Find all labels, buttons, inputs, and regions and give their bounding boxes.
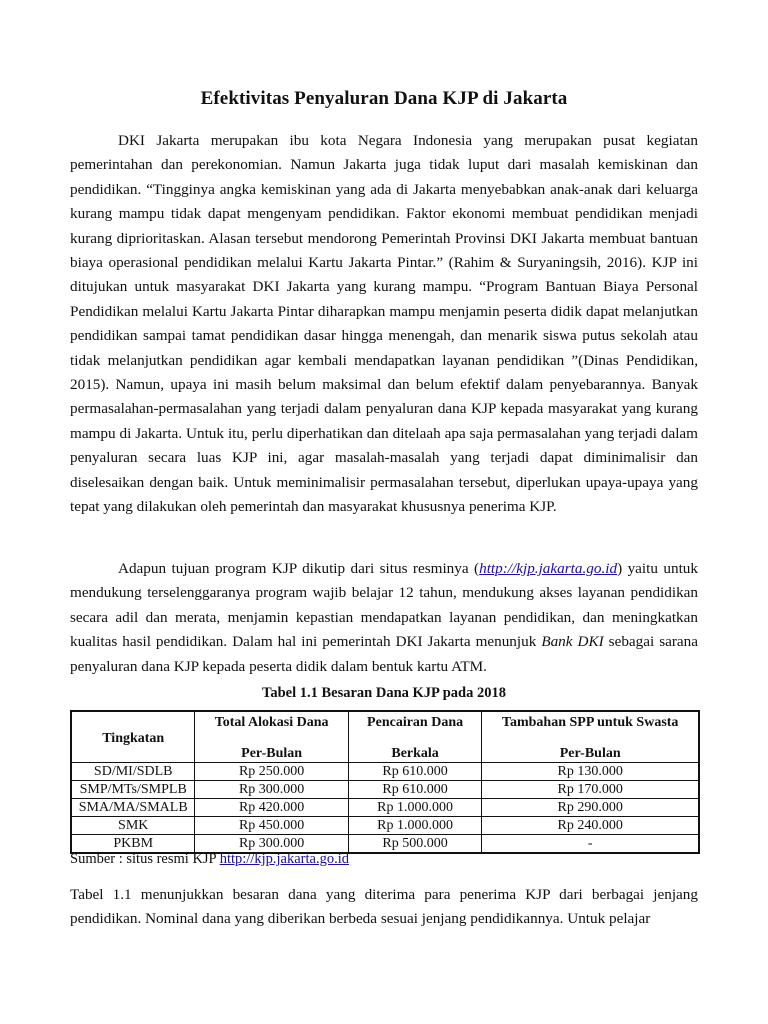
- kjp-website-link[interactable]: http://kjp.jakarta.go.id: [479, 560, 618, 577]
- table-cell: Rp 1.000.000: [348, 799, 482, 817]
- table-caption: Tabel 1.1 Besaran Dana KJP pada 2018: [262, 685, 506, 701]
- table-cell: PKBM: [71, 835, 195, 854]
- table-cell: Rp 450.000: [195, 817, 348, 835]
- table-source: [70, 851, 349, 868]
- table-cell: SMA/MA/SMALB: [71, 799, 195, 817]
- table-cell: Rp 290.000: [482, 799, 699, 817]
- paragraph-2-before-link: Adapun tujuan program KJP dikutip dari situs resminya (: [118, 560, 480, 577]
- document-title: Efektivitas Penyaluran Dana KJP di Jakarta: [200, 88, 568, 109]
- header-pencairan-dana: Pencairan Dana Berkala: [348, 711, 482, 763]
- table-header-row: [71, 711, 699, 763]
- table-row: [71, 799, 699, 817]
- table-cell: Rp 610.000: [348, 781, 482, 799]
- paragraph-2-end: sebagai sarana penyaluran dana KJP kepada peserta didik dalam bentuk kartu ATM.: [70, 633, 698, 675]
- kjp-fund-table: [70, 710, 700, 854]
- source-link[interactable]: http://kjp.jakarta.go.id: [219, 851, 349, 867]
- table-cell: -: [482, 835, 699, 854]
- table-cell: Rp 250.000: [195, 763, 348, 781]
- table-cell: Rp 170.000: [482, 781, 699, 799]
- paragraph-2-after-link: ) yaitu untuk mendukung terselenggaranya program wajib belajar 12 tahun, mendukung akses layanan pendidikan secara adil dan merata, menjamin kepastian mendapatkan layanan pendidikan, dan meningkatkan kualitas hasil pendidikan. Dalam hal ini pemerintah DKI Jakarta menunjuk: [70, 560, 698, 651]
- bank-dki-emphasis: Bank DKI: [541, 633, 604, 651]
- table-cell: Rp 420.000: [195, 799, 348, 817]
- paragraph-intro: [70, 129, 698, 520]
- table-cell: SMK: [71, 817, 195, 835]
- table-cell: Rp 130.000: [482, 763, 699, 781]
- source-label: Sumber : situs resmi KJP: [70, 851, 220, 867]
- header-tambahan-spp: Tambahan SPP untuk Swasta Per-Bulan: [482, 711, 699, 763]
- table-cell: Rp 240.000: [482, 817, 699, 835]
- table-cell: SMP/MTs/SMPLB: [71, 781, 195, 799]
- table-row: [71, 817, 699, 835]
- paragraph-purpose: [70, 557, 698, 679]
- table-cell: Rp 610.000: [348, 763, 482, 781]
- table-cell: Rp 500.000: [348, 835, 482, 854]
- table-cell: SD/MI/SDLB: [71, 763, 195, 781]
- table-cell: Rp 300.000: [195, 781, 348, 799]
- paragraph-1-text: DKI Jakarta merupakan ibu kota Negara Indonesia yang merupakan pusat kegiatan pemerintahan dan perekonomian. Namun Jakarta juga tidak luput dari masalah kemiskinan dan pendidikan. “Tingginya angka kemiskinan yang ada di Jakarta menyebabkan anak-anak dari keluarga kurang mampu tidak dapat mengenyam pendidikan. Faktor ekonomi membuat pendidikan menjadi kurang diprioritaskan. Alasan tersebut mendorong Pemerintah Provinsi DKI Jakarta membuat bantuan biaya operasional pendidikan melalui Kartu Jakarta Pintar.” (Rahim & Suryaningsih, 2016). KJP ini ditujukan untuk masyarakat DKI Jakarta yang kurang mampu. “Program Bantuan Biaya Personal Pendidikan melalui Kartu Jakarta Pintar diharapkan mampu menjamin peserta didik dapat melanjutkan pendidikan sampai tamat pendidikan dasar hingga menengah, dan menarik siswa putus sekolah atau tidak melanjutkan pendidikan agar kembali mendapatkan layanan pendidikan ”(Dinas Pendidikan, 2015). Namun, upaya ini masih belum maksimal dan belum efektif dalam penyebarannya. Banyak permasalahan-permasalahan yang terjadi dalam penyaluran dana KJP kepada masyarakat yang kurang mampu di Jakarta. Untuk itu, perlu diperhatikan dan ditelaah apa saja permasalahan yang terjadi dalam penyaluran secara luas KJP ini, agar masalah-masalah yang terjadi dapat diminimalisir dan diselesaikan dengan baik. Untuk meminimalisir permasalahan tersebut, diperlukan upaya-upaya yang tepat yang dilakukan oleh pemerintah dan masyarakat khususnya penerima KJP.: [70, 132, 698, 516]
- table-row: [71, 781, 699, 799]
- header-tingkatan: Tingkatan: [71, 711, 195, 763]
- table-cell: Rp 300.000: [195, 835, 348, 854]
- header-total-alokasi: Total Alokasi Dana Per-Bulan: [195, 711, 348, 763]
- paragraph-3-text: Tabel 1.1 menunjukkan besaran dana yang diterima para penerima KJP dari berbagai jenjang pendidikan. Nominal dana yang diberikan berbeda sesuai jenjang pendidikannya. Untuk pelajar: [70, 886, 698, 928]
- table-cell: Rp 1.000.000: [348, 817, 482, 835]
- paragraph-table-explanation: [70, 883, 698, 932]
- table-row: [71, 763, 699, 781]
